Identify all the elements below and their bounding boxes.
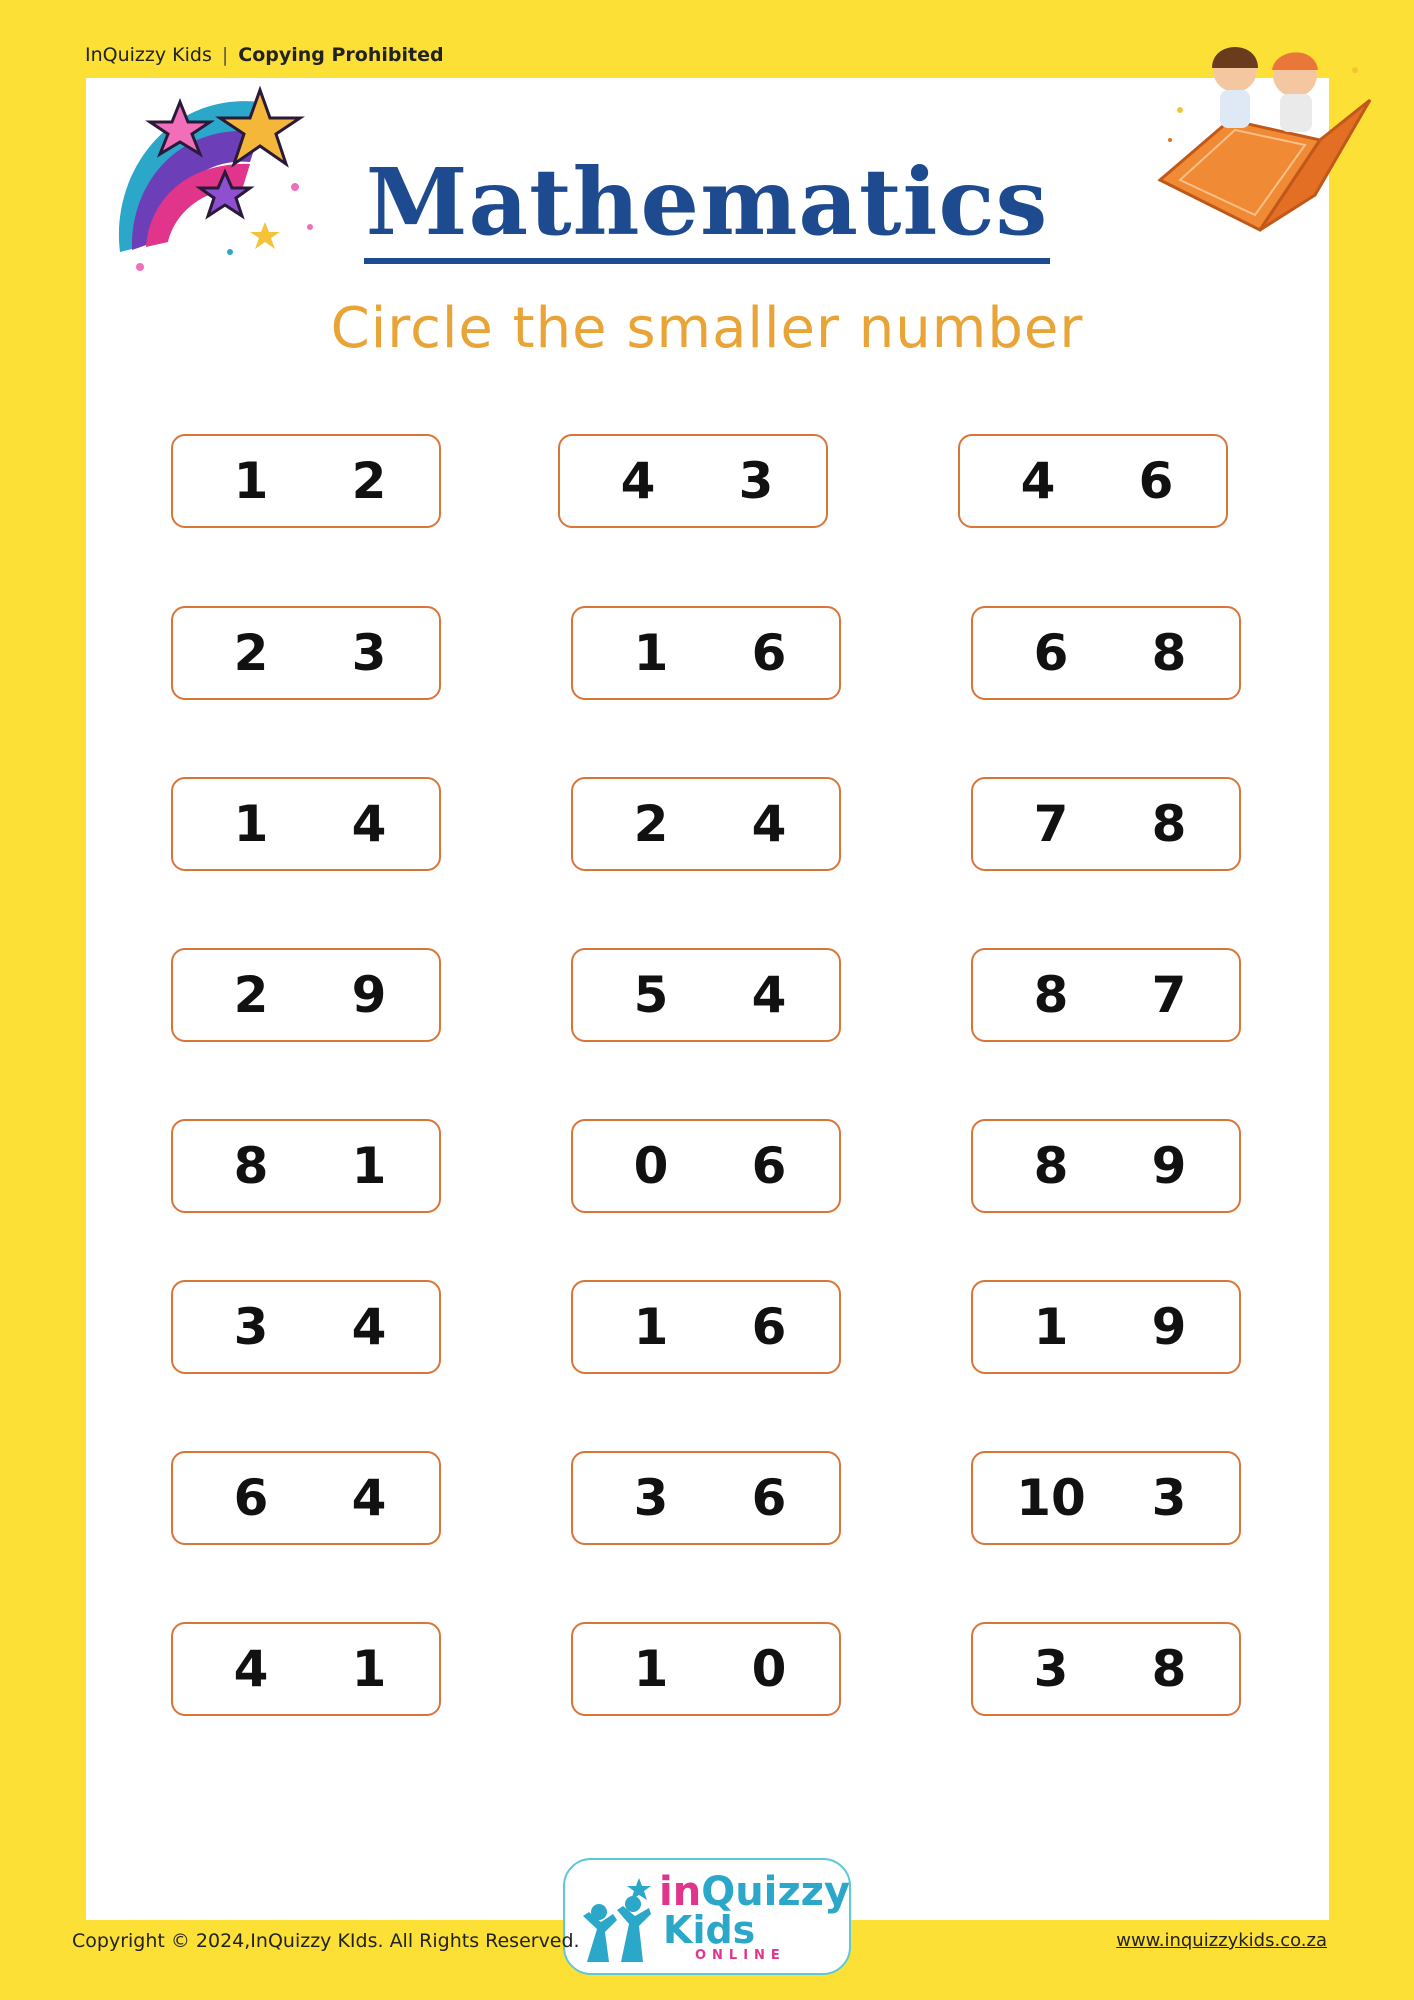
number-pair-box <box>171 948 441 1042</box>
second-number[interactable]: 4 <box>351 1298 387 1356</box>
second-number[interactable]: 0 <box>751 1640 787 1698</box>
number-pair-box <box>571 1451 841 1545</box>
number-pair-box <box>171 1280 441 1374</box>
first-number[interactable]: 2 <box>233 624 269 682</box>
copy-notice: Copying Prohibited <box>238 44 444 66</box>
number-pair-box <box>171 1451 441 1545</box>
second-number[interactable]: 4 <box>751 966 787 1024</box>
first-number[interactable]: 2 <box>233 966 269 1024</box>
first-number[interactable]: 4 <box>1020 452 1056 510</box>
number-pair-box <box>171 777 441 871</box>
second-number[interactable]: 4 <box>351 1469 387 1527</box>
first-number[interactable]: 1 <box>233 795 269 853</box>
number-pair-box <box>971 1280 1241 1374</box>
number-pair-box <box>958 434 1228 528</box>
first-number[interactable]: 4 <box>233 1640 269 1698</box>
second-number[interactable]: 1 <box>351 1640 387 1698</box>
first-number[interactable]: 3 <box>633 1469 669 1527</box>
second-number[interactable]: 3 <box>351 624 387 682</box>
logo-online: ONLINE <box>695 1948 786 1963</box>
first-number[interactable]: 1 <box>1033 1298 1069 1356</box>
first-number[interactable]: 6 <box>1033 624 1069 682</box>
page-title: Mathematics <box>0 148 1414 256</box>
first-number[interactable]: 6 <box>233 1469 269 1527</box>
header-separator: | <box>221 44 229 66</box>
second-number[interactable]: 9 <box>351 966 387 1024</box>
number-pair-box <box>571 1119 841 1213</box>
logo-wordmark: inQuizzy <box>659 1869 851 1915</box>
second-number[interactable]: 6 <box>1138 452 1174 510</box>
first-number[interactable]: 1 <box>633 1298 669 1356</box>
kids-jumping-icon <box>577 1874 667 1964</box>
second-number[interactable]: 9 <box>1151 1137 1187 1195</box>
first-number[interactable]: 5 <box>633 966 669 1024</box>
number-pair-box <box>571 777 841 871</box>
second-number[interactable]: 3 <box>738 452 774 510</box>
first-number[interactable]: 3 <box>1033 1640 1069 1698</box>
number-pair-box <box>571 1622 841 1716</box>
number-pair-box <box>171 1622 441 1716</box>
number-pair-box <box>971 948 1241 1042</box>
number-pair-box <box>171 606 441 700</box>
second-number[interactable]: 4 <box>351 795 387 853</box>
first-number[interactable]: 8 <box>1033 966 1069 1024</box>
number-pair-box <box>971 1451 1241 1545</box>
second-number[interactable]: 6 <box>751 624 787 682</box>
first-number[interactable]: 0 <box>633 1137 669 1195</box>
first-number[interactable]: 2 <box>633 795 669 853</box>
number-pair-box <box>971 777 1241 871</box>
first-number[interactable]: 8 <box>233 1137 269 1195</box>
number-pair-box <box>171 434 441 528</box>
first-number[interactable]: 1 <box>233 452 269 510</box>
brand-name: InQuizzy Kids <box>85 44 212 66</box>
second-number[interactable]: 3 <box>1151 1469 1187 1527</box>
first-number[interactable]: 8 <box>1033 1137 1069 1195</box>
number-pair-box <box>571 948 841 1042</box>
number-pair-box <box>971 1622 1241 1716</box>
number-pair-box <box>971 1119 1241 1213</box>
second-number[interactable]: 7 <box>1151 966 1187 1024</box>
logo-kids: Kids <box>663 1908 756 1952</box>
second-number[interactable]: 8 <box>1151 1640 1187 1698</box>
second-number[interactable]: 2 <box>351 452 387 510</box>
first-number[interactable]: 1 <box>633 624 669 682</box>
copyright-text: Copyright © 2024,InQuizzy KIds. All Rights Reserved. <box>72 1930 580 1952</box>
website-link[interactable]: www.inquizzykids.co.za <box>1116 1930 1327 1951</box>
second-number[interactable]: 8 <box>1151 795 1187 853</box>
first-number[interactable]: 4 <box>620 452 656 510</box>
first-number[interactable]: 1 <box>633 1640 669 1698</box>
second-number[interactable]: 1 <box>351 1137 387 1195</box>
second-number[interactable]: 6 <box>751 1137 787 1195</box>
number-pair-box <box>971 606 1241 700</box>
number-pair-box <box>571 1280 841 1374</box>
second-number[interactable]: 9 <box>1151 1298 1187 1356</box>
instruction-text: Circle the smaller number <box>330 296 1084 361</box>
second-number[interactable]: 6 <box>751 1469 787 1527</box>
header-bar <box>85 44 444 66</box>
inquizzy-kids-logo <box>563 1858 851 1975</box>
first-number[interactable]: 3 <box>233 1298 269 1356</box>
first-number[interactable]: 10 <box>1016 1469 1086 1527</box>
second-number[interactable]: 8 <box>1151 624 1187 682</box>
first-number[interactable]: 7 <box>1033 795 1069 853</box>
second-number[interactable]: 6 <box>751 1298 787 1356</box>
number-pair-box <box>171 1119 441 1213</box>
number-pair-box <box>558 434 828 528</box>
number-pair-box <box>571 606 841 700</box>
second-number[interactable]: 4 <box>751 795 787 853</box>
